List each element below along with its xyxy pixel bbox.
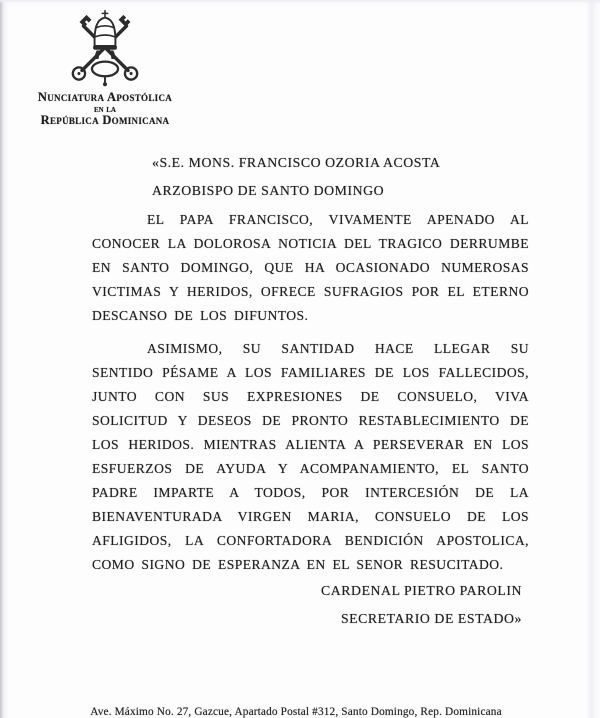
signatory-title: SECRETARIO DE ESTADO» xyxy=(340,611,522,626)
recipient-title: ARZOBISPO DE SANTO DOMINGO xyxy=(152,183,385,198)
letterhead-line-3: República Dominicana xyxy=(40,112,170,127)
recipient-name: «S.E. MONS. FRANCISCO OZORIA ACOSTA xyxy=(152,155,441,170)
letterhead xyxy=(26,8,184,126)
signatory-name: CARDENAL PIETRO PAROLIN xyxy=(321,583,522,598)
body-paragraph-2: ASIMISMO, SU SANTIDAD HACE LLEGAR SU SENTIDO PÉSAME A LOS FAMILIARES DE LOS FALLECIDOS, JUNTO CON SUS EXPRESIONES DE CONSUELO, VIVA SOLICITUD Y DESEOS DE PRONTO RESTABLECIMIENTO DE LOS HERIDOS. MIENTRAS ALIENTA A PERSEVERAR EN LOS ESFUERZOS DE AYUDA Y ACOMPANAMIENTO, EL SANTO PADRE IMPARTE A TODOS, POR INTERCESIÓN DE LA BIENAVENTURADA VIRGEN MARIA, CONSUELO DE LOS AFLIGIDOS, LA CONFORTADORA BENDICIÓN APOSTOLICA, COMO SIGNO DE ESPERANZA EN EL SENOR RESUCITADO. xyxy=(92,341,529,572)
body-paragraph-1: EL PAPA FRANCISCO, VIVAMENTE APENADO AL CONOCER LA DOLOROSA NOTICIA DEL TRAGICO DERRUMBE EN SANTO DOMINGO, QUE HA OCASIONADO NUMEROSAS VICTIMAS Y HERIDOS, OFRECE SUFRAGIOS POR EL ETERNO DESCANSO DE LOS DIFUNTOS. xyxy=(92,212,529,323)
letterhead-institution xyxy=(26,92,184,126)
recipient-block xyxy=(152,149,440,205)
signature-block xyxy=(321,577,522,633)
footer-address: Ave. Máximo No. 27, Gazcue, Apartado Postal #312, Santo Domingo, Rep. Dominicana xyxy=(90,706,502,718)
letterhead-line-2: en la xyxy=(94,103,116,115)
papal-coat-of-arms-icon xyxy=(59,8,151,90)
letterhead-line-1: Nunciatura Apostólica xyxy=(37,90,173,104)
